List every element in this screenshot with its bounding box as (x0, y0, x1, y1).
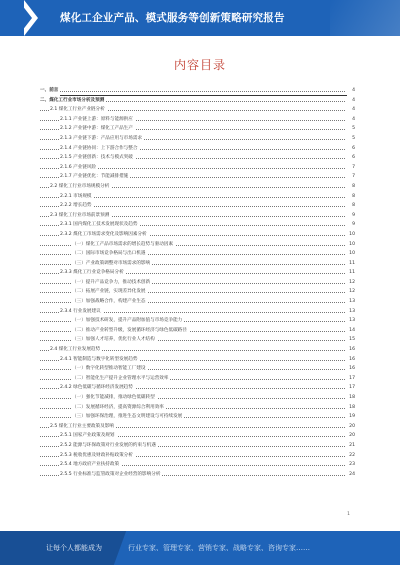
toc-entry-page: 6 (347, 153, 355, 163)
toc-entry-page: 10 (347, 240, 355, 250)
toc-entry-label: 2.4 煤化工行业发展趋势 (50, 345, 102, 355)
toc-entry[interactable] (40, 144, 355, 154)
toc-entry-label: 2.5.4 地方政府产业扶持政策 (60, 460, 121, 470)
toc-entry[interactable] (40, 412, 355, 422)
toc-entry-label: （三）产业政策调整对市场需求的影响 (72, 259, 152, 269)
toc-entry[interactable] (40, 259, 355, 269)
toc-entry[interactable] (40, 105, 355, 115)
toc-entry-label: （二）智能化生产提升企业管理水平与运营效率 (72, 374, 170, 384)
toc-entry-label: 2.1.6 产业链风险 (60, 163, 98, 173)
toc-entry[interactable] (40, 393, 355, 403)
toc-entry-page: 22 (347, 451, 355, 461)
toc-entry-label: 2.3.4 行业发展建议 (60, 307, 103, 317)
toc-entry-page: 16 (347, 355, 355, 365)
toc-entry[interactable] (40, 278, 355, 288)
toc-entry-label: 2.5 煤化工行业主要政策及影响 (50, 422, 116, 432)
toc-entry-page: 4 (347, 115, 355, 125)
toc-entry[interactable] (40, 422, 355, 432)
toc-entry-page: 15 (347, 335, 355, 345)
toc-entry-page: 18 (347, 403, 355, 413)
toc-entry[interactable] (40, 249, 355, 259)
toc-entry-label: 2.1.3 产业链下游：产品应用与市场需求 (60, 134, 144, 144)
toc-entry-page: 17 (347, 374, 355, 384)
toc-entry[interactable] (40, 240, 355, 250)
toc-entry[interactable] (40, 192, 355, 202)
toc-entry-label: （一）提升产品竞争力，推动技术创新 (72, 278, 152, 288)
toc-entry-label: 一、前言 (40, 86, 60, 96)
report-header (0, 0, 400, 36)
toc-entry-label: （三）加强环保治理，推进生态文明建设与可持续发展 (72, 412, 184, 422)
report-footer (0, 531, 400, 565)
toc-entry-label: 2.3.1 国内煤化工技术发展现状及趋势 (60, 220, 139, 230)
toc-entry-label: 2.3.2 煤化工市场需求变化及影响因素分析 (60, 230, 149, 240)
toc-entry[interactable] (40, 335, 355, 345)
toc-entry[interactable] (40, 374, 355, 384)
toc-entry[interactable] (40, 307, 355, 317)
toc-entry[interactable] (40, 431, 355, 441)
toc-entry-page: 4 (347, 86, 355, 96)
toc-entry[interactable] (40, 403, 355, 413)
toc-entry-label: （二）国际市场竞争格局与出口机遇 (72, 249, 148, 259)
toc-entry-page: 17 (347, 383, 355, 393)
toc-entry-page: 20 (347, 422, 355, 432)
toc-entry-label: 2.1 煤化工行业产业链分析 (50, 105, 107, 115)
toc-entry[interactable] (40, 163, 355, 173)
toc-dot-leader (40, 91, 345, 92)
toc-entry-page: 10 (347, 249, 355, 259)
toc-entry[interactable] (40, 268, 355, 278)
toc-entry-page: 24 (347, 470, 355, 480)
toc-entry-page: 13 (347, 297, 355, 307)
toc-entry-label: 2.1.1 产业链上游：原料与能源供应 (60, 115, 135, 125)
toc-entry-label: （一）强化节能减排，推动绿色低碳转型 (72, 393, 157, 403)
toc-entry-page: 4 (347, 105, 355, 115)
toc-entry[interactable] (40, 470, 355, 480)
toc-entry-label: 2.5.2 能源与环保政策对行业发展的约束与机遇 (60, 441, 158, 451)
toc-entry-label: 2.5.1 国家产业政策及规划 (60, 431, 117, 441)
toc-entry-page: 6 (347, 144, 355, 154)
toc-entry-page: 5 (347, 124, 355, 134)
page-title: 内容目录 (173, 58, 226, 72)
toc-entry[interactable] (40, 211, 355, 221)
report-title: 煤化工企业产品、模式服务等创新策略研究报告 (60, 12, 285, 24)
toc-entry[interactable] (40, 172, 355, 182)
toc-entry-page: 16 (347, 345, 355, 355)
toc-entry-page: 7 (347, 163, 355, 173)
toc-entry[interactable] (40, 230, 355, 240)
toc-entry-label: 2.3 煤化工行业市场前景预测 (50, 211, 111, 221)
toc-entry[interactable] (40, 287, 355, 297)
toc-entry[interactable] (40, 124, 355, 134)
header-gloss (330, 0, 400, 36)
toc-entry-label: 2.1.2 产业链中游：煤化工产品生产 (60, 124, 135, 134)
toc-entry[interactable] (40, 297, 355, 307)
toc-entry[interactable] (40, 182, 355, 192)
toc-entry[interactable] (40, 134, 355, 144)
toc-entry[interactable] (40, 460, 355, 470)
toc-entry-label: （二）推动产业转型升级，发展循环经济与绿色低碳路径 (72, 326, 189, 336)
toc-entry[interactable] (40, 451, 355, 461)
table-of-contents (40, 86, 355, 479)
toc-entry-label: （三）加强人才培养，优化行业人才结构 (72, 335, 157, 345)
toc-entry-label: （二）发展循环经济，提高资源综合利用效率 (72, 403, 166, 413)
toc-entry-label: （一）数字化转型推动智能工厂建设 (72, 364, 148, 374)
toc-entry[interactable] (40, 355, 355, 365)
toc-entry-page: 11 (347, 259, 355, 269)
chevron-inner-decoration-icon (18, 0, 32, 36)
toc-entry-page: 12 (347, 278, 355, 288)
toc-entry[interactable] (40, 96, 355, 106)
toc-entry-label: 2.1.7 产业链优化：节能减排措施 (60, 172, 130, 182)
toc-entry-page: 4 (347, 96, 355, 106)
toc-entry[interactable] (40, 383, 355, 393)
toc-entry[interactable] (40, 115, 355, 125)
toc-entry-page: 13 (347, 316, 355, 326)
toc-entry-label: 二、煤化工行业市场分析及预测 (40, 96, 106, 106)
toc-entry-label: 2.2.1 市场规模 (60, 192, 94, 202)
toc-entry-label: （二）拓展产业链，实现差异化发展 (72, 287, 148, 297)
footer-slogan: 让每个人都能成为 (46, 544, 102, 552)
toc-entry-page: 7 (347, 172, 355, 182)
toc-entry-page: 21 (347, 441, 355, 451)
toc-entry-page: 23 (347, 460, 355, 470)
toc-entry-label: （一）煤化工产品市场需求的增长趋势与驱动因素 (72, 240, 175, 250)
toc-entry-page: 14 (347, 326, 355, 336)
toc-entry-label: 2.1.4 产业链协同：上下游合作与整合 (60, 144, 139, 154)
toc-entry[interactable] (40, 86, 355, 96)
toc-entry[interactable] (40, 364, 355, 374)
toc-entry[interactable] (40, 441, 355, 451)
toc-entry-page: 10 (347, 230, 355, 240)
toc-entry-page: 8 (347, 201, 355, 211)
toc-entry-page: 8 (347, 182, 355, 192)
footer-services: 行业专家、管理专家、营销专家、战略专家、咨询专家…… (128, 544, 310, 552)
toc-entry-label: 2.4.2 绿色低碳与循环经济发展趋势 (60, 383, 135, 393)
toc-entry-label: （一）加强技术研发，提升产品附加值与市场竞争能力 (72, 316, 184, 326)
toc-entry-page: 5 (347, 134, 355, 144)
toc-entry-label: 2.3.3 煤化工行业竞争格局分析 (60, 268, 126, 278)
toc-entry-label: 2.5.5 行业标准与监管政策对企业经营的影响分析 (60, 470, 162, 480)
toc-entry-page: 18 (347, 393, 355, 403)
toc-entry-label: 2.5.3 税收优惠及财政补贴政策分析 (60, 451, 135, 461)
toc-entry-page: 16 (347, 364, 355, 374)
toc-entry-page: 11 (347, 268, 355, 278)
toc-entry-page: 13 (347, 307, 355, 317)
toc-entry[interactable] (40, 326, 355, 336)
toc-entry-label: 2.1.5 产业链创新：技术与模式突破 (60, 153, 135, 163)
toc-entry[interactable] (40, 316, 355, 326)
toc-entry-page: 9 (347, 211, 355, 221)
toc-entry[interactable] (40, 201, 355, 211)
toc-entry-page: 12 (347, 287, 355, 297)
toc-entry-page: 20 (347, 431, 355, 441)
toc-entry-label: 2.4.1 智能制造与数字化转型发展趋势 (60, 355, 139, 365)
toc-entry-page: 8 (347, 192, 355, 202)
toc-entry-label: 2.2.2 增长趋势 (60, 201, 94, 211)
toc-entry-label: 2.2 煤化工行业市场规模分析 (50, 182, 111, 192)
toc-entry[interactable] (40, 153, 355, 163)
toc-entry[interactable] (40, 220, 355, 230)
toc-entry-page: 19 (347, 412, 355, 422)
toc-entry[interactable] (40, 345, 355, 355)
toc-entry-label: （三）加强战略合作，构建产业生态 (72, 297, 148, 307)
toc-entry-page: 9 (347, 220, 355, 230)
page-number: 1 (347, 512, 350, 517)
